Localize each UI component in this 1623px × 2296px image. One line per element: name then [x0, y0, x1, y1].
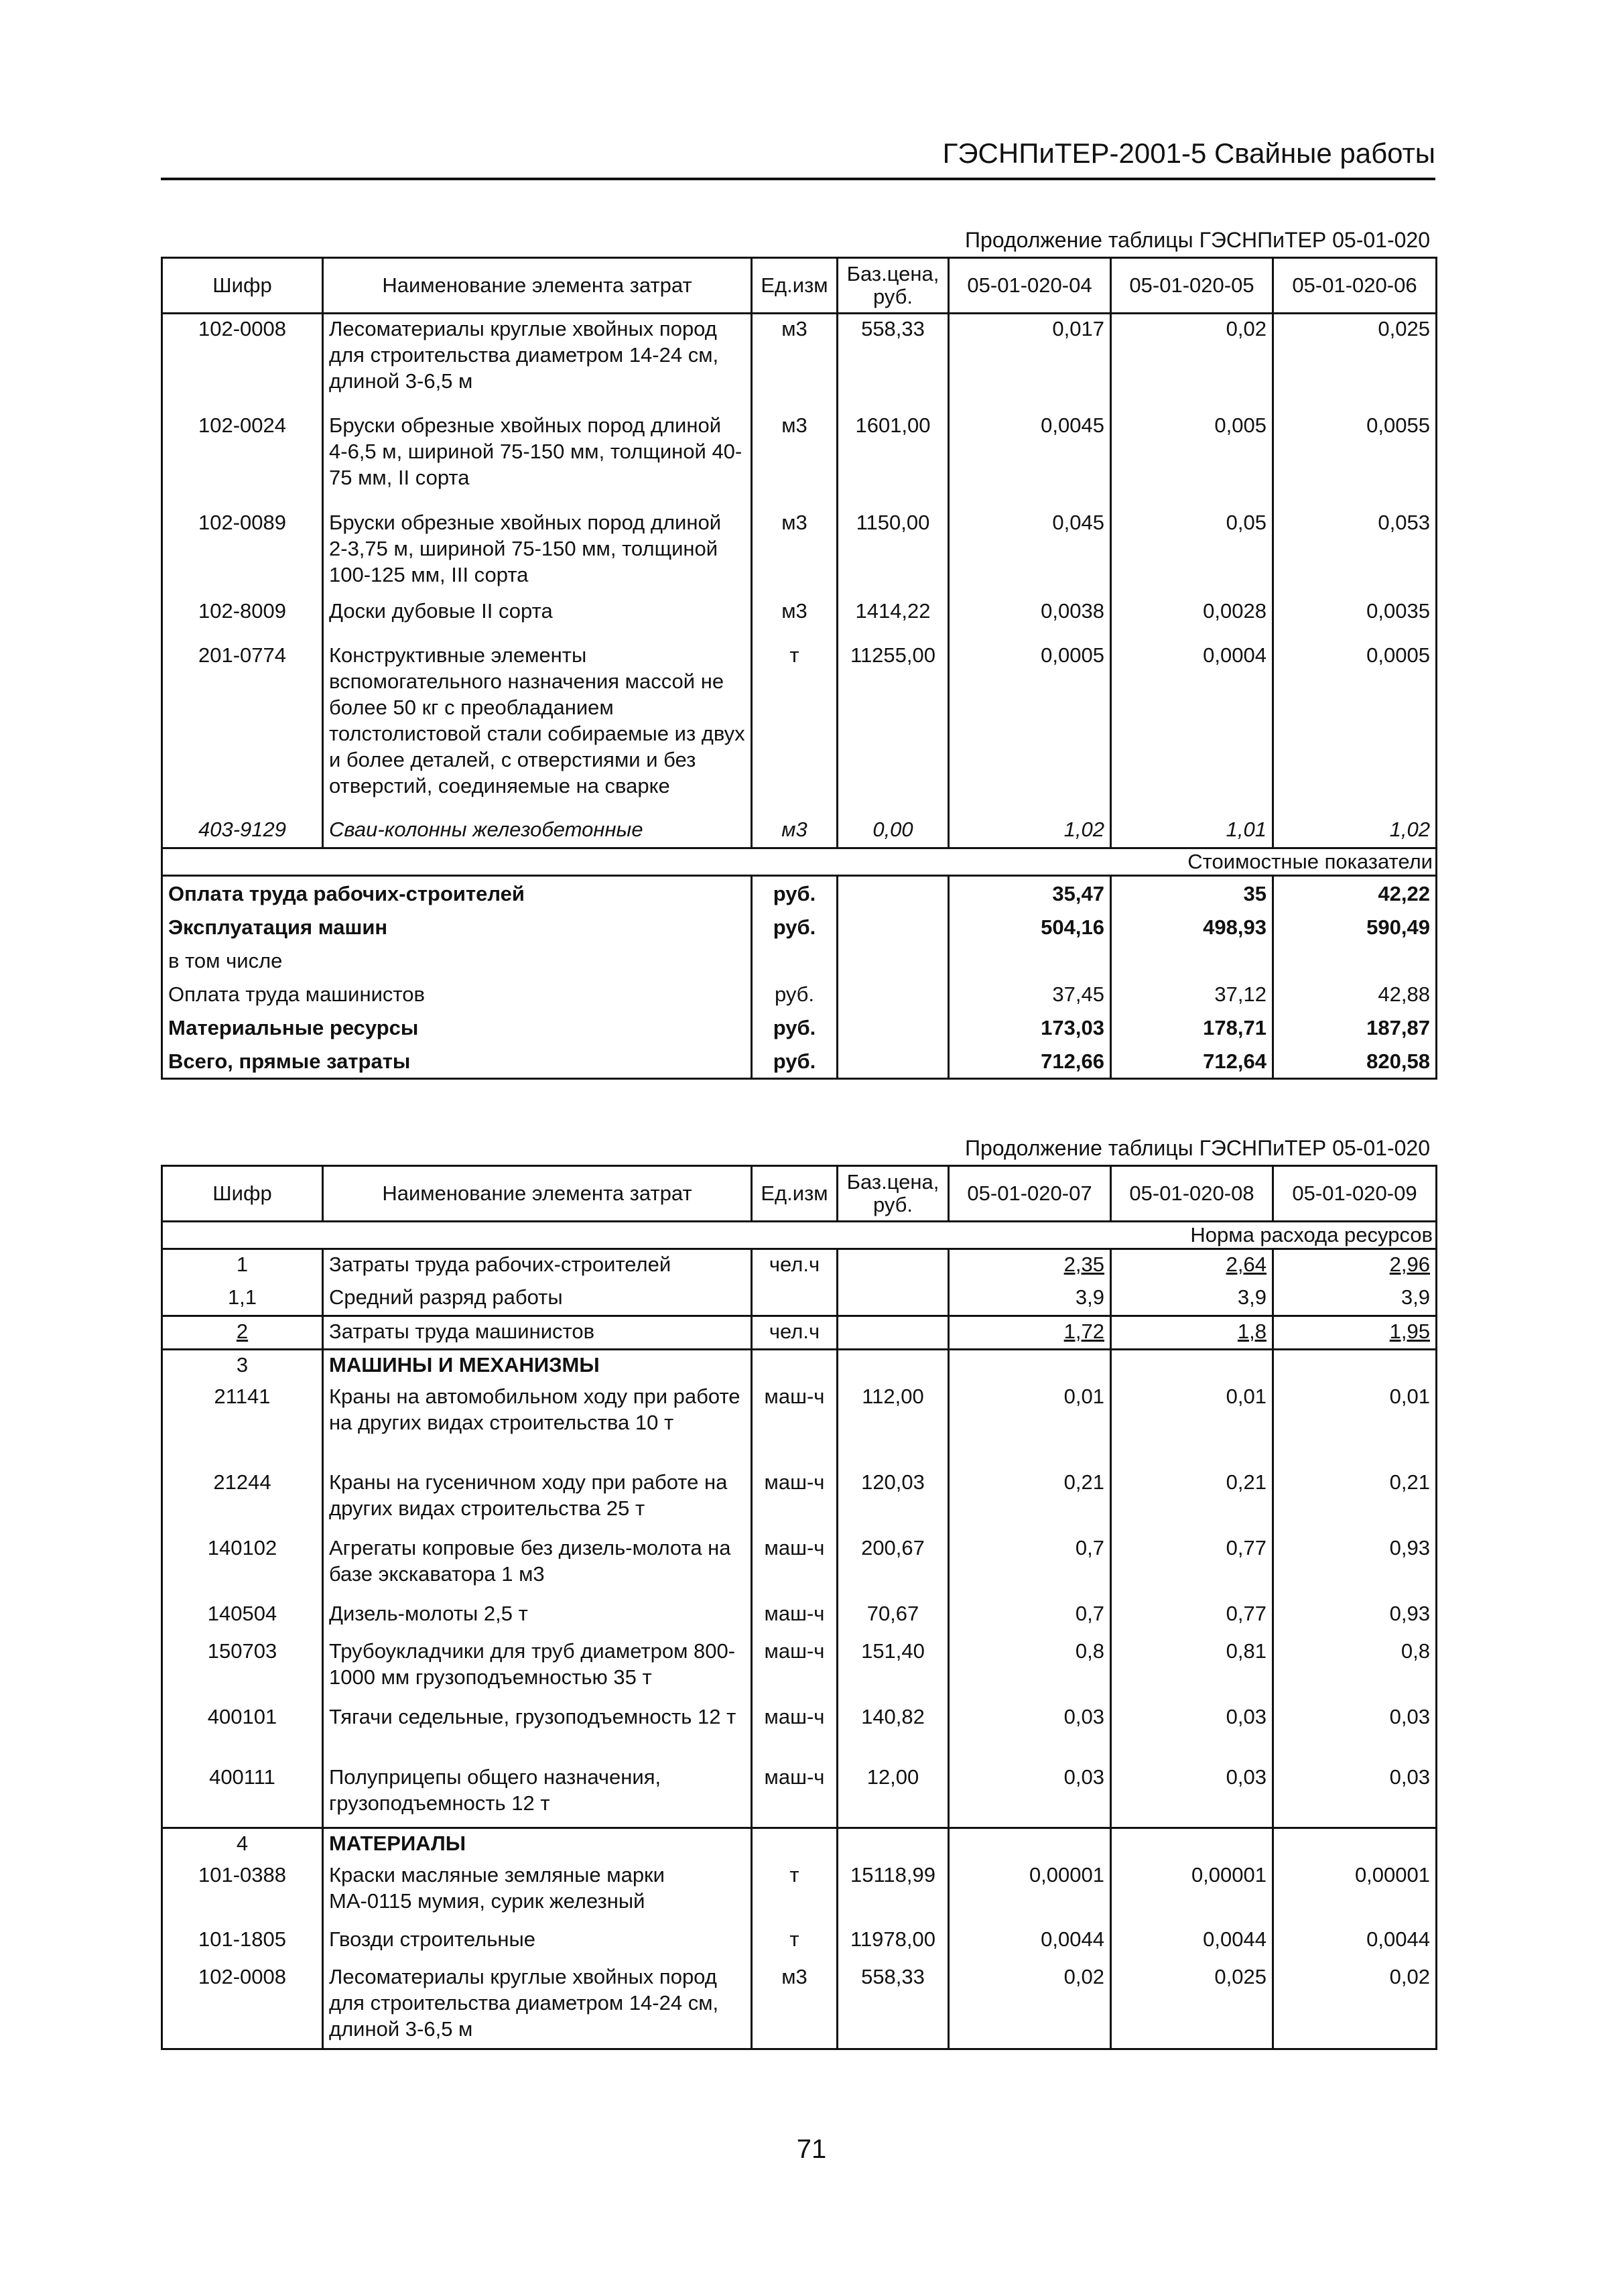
cell-v1: 0,0044 — [949, 1925, 1111, 1962]
cell-v3: 0,0035 — [1273, 596, 1437, 641]
summary-empty — [838, 977, 949, 1011]
summary-empty — [838, 910, 949, 944]
summary-label: Эксплуатация машин — [162, 910, 752, 944]
cell-v2: 0,0004 — [1111, 641, 1273, 815]
cell-v1: 0,045 — [949, 508, 1111, 596]
cell-v3: 0,053 — [1273, 508, 1437, 596]
cell-unit: м3 — [752, 508, 838, 596]
summary-label: Материальные ресурсы — [162, 1011, 752, 1044]
cell-v1: 0,8 — [949, 1637, 1111, 1702]
section-row — [162, 1350, 1437, 1382]
cell-v2: 0,0028 — [1111, 596, 1273, 641]
table-row — [162, 1468, 1437, 1533]
cell-code: 150703 — [162, 1637, 323, 1702]
table-row — [162, 1637, 1437, 1702]
summary-v1: 37,45 — [949, 977, 1111, 1011]
table-row — [162, 1249, 1437, 1283]
table1-band-row — [162, 848, 1437, 876]
table2 — [161, 1165, 1437, 2050]
summary-v1: 504,16 — [949, 910, 1111, 944]
col-header-v1: 05-01-020-04 — [949, 258, 1111, 314]
cell-price — [838, 1828, 949, 1860]
cell-price — [838, 1350, 949, 1382]
cell-code: 102-0008 — [162, 314, 323, 411]
cell-v2: 0,02 — [1111, 314, 1273, 411]
summary-row — [162, 876, 1437, 911]
cell-price — [838, 1316, 949, 1350]
summary-v1: 35,47 — [949, 876, 1111, 911]
summary-unit: руб. — [752, 977, 838, 1011]
cell-name: Краски масляные земляные марки МА-0115 мумия, сурик железный — [323, 1860, 752, 1925]
cell-v3: 0,93 — [1273, 1599, 1437, 1637]
table1-caption: Продолжение таблицы ГЭСНПиТЕР 05-01-020 — [965, 228, 1430, 252]
summary-label: Оплата труда рабочих-строителей — [162, 876, 752, 911]
summary-unit: руб. — [752, 1044, 838, 1079]
cell-unit: м3 — [752, 815, 838, 848]
cell-unit — [752, 1828, 838, 1860]
cell-v3: 0,01 — [1273, 1382, 1437, 1468]
cell-code: 400101 — [162, 1702, 323, 1763]
cell-unit: маш-ч — [752, 1702, 838, 1763]
cell-v3: 1,95 — [1273, 1316, 1437, 1350]
cell-v1: 0,7 — [949, 1533, 1111, 1599]
cell-v2: 0,03 — [1111, 1702, 1273, 1763]
summary-row — [162, 1011, 1437, 1044]
cell-v3: 0,0044 — [1273, 1925, 1437, 1962]
cell-name: Лесоматериалы круглые хвойных пород для строительства диаметром 14-24 см, длиной 3-6,5 м — [323, 1962, 752, 2049]
cell-code: 140504 — [162, 1599, 323, 1637]
summary-empty — [838, 1011, 949, 1044]
cell-unit: м3 — [752, 596, 838, 641]
cell-code: 1,1 — [162, 1283, 323, 1316]
summary-row — [162, 910, 1437, 944]
cell-v1: 2,35 — [949, 1249, 1111, 1283]
cell-unit: м3 — [752, 1962, 838, 2049]
table-row — [162, 1962, 1437, 2049]
summary-row — [162, 977, 1437, 1011]
summary-v3: 590,49 — [1273, 910, 1437, 944]
cell-v3: 0,0055 — [1273, 411, 1437, 508]
section-title: МАШИНЫ И МЕХАНИЗМЫ — [323, 1350, 752, 1382]
col-header-unit: Ед.изм — [752, 258, 838, 314]
cell-name: Краны на гусеничном ходу при работе на других видах строительства 25 т — [323, 1468, 752, 1533]
cell-v3: 3,9 — [1273, 1283, 1437, 1316]
table2-caption: Продолжение таблицы ГЭСНПиТЕР 05-01-020 — [965, 1136, 1430, 1160]
cell-name: Средний разряд работы — [323, 1283, 752, 1316]
band-resource-norms: Норма расхода ресурсов — [162, 1222, 1437, 1249]
cell-name: Полуприцепы общего назначения, грузоподъемность 12 т — [323, 1763, 752, 1828]
cell-v3: 0,21 — [1273, 1468, 1437, 1533]
cell-price: 558,33 — [838, 314, 949, 411]
cell-unit: чел.ч — [752, 1249, 838, 1283]
cell-v1: 0,00001 — [949, 1860, 1111, 1925]
cell-unit: маш-ч — [752, 1533, 838, 1599]
cell-unit — [752, 1350, 838, 1382]
table-row — [162, 1925, 1437, 1962]
cell-code: 102-8009 — [162, 596, 323, 641]
cell-v1: 0,017 — [949, 314, 1111, 411]
cell-name: Бруски обрезные хвойных пород длиной 4-6,5 м, шириной 75-150 мм, толщиной 40-75 мм, II сорта — [323, 411, 752, 508]
table-row — [162, 1283, 1437, 1316]
cell-name: Сваи-колонны железобетонные — [323, 815, 752, 848]
cell-v2 — [1111, 1828, 1273, 1860]
cell-v2: 1,8 — [1111, 1316, 1273, 1350]
cell-v2: 0,00001 — [1111, 1860, 1273, 1925]
summary-v1: 712,66 — [949, 1044, 1111, 1079]
table-row — [162, 1533, 1437, 1599]
cell-v2: 0,025 — [1111, 1962, 1273, 2049]
col-header-code: Шифр — [162, 258, 323, 314]
table2-band-row — [162, 1222, 1437, 1249]
table-row — [162, 641, 1437, 815]
cell-price: 140,82 — [838, 1702, 949, 1763]
cell-unit: маш-ч — [752, 1468, 838, 1533]
cell-code: 3 — [162, 1350, 323, 1382]
cell-unit: м3 — [752, 314, 838, 411]
cell-v1: 0,01 — [949, 1382, 1111, 1468]
section-row — [162, 1828, 1437, 1860]
cell-price: 70,67 — [838, 1599, 949, 1637]
cell-price — [838, 1249, 949, 1283]
col-header-v1: 05-01-020-07 — [949, 1166, 1111, 1222]
cell-v3: 0,03 — [1273, 1763, 1437, 1828]
col-header-v3: 05-01-020-06 — [1273, 258, 1437, 314]
page-number: 71 — [796, 2134, 827, 2164]
cell-v2: 0,81 — [1111, 1637, 1273, 1702]
summary-unit — [752, 944, 838, 977]
table-row — [162, 508, 1437, 596]
cell-v1: 1,72 — [949, 1316, 1111, 1350]
cell-unit: маш-ч — [752, 1599, 838, 1637]
cell-v2: 3,9 — [1111, 1283, 1273, 1316]
summary-v2: 498,93 — [1111, 910, 1273, 944]
cell-price: 15118,99 — [838, 1860, 949, 1925]
cell-v3: 0,02 — [1273, 1962, 1437, 2049]
summary-v2: 37,12 — [1111, 977, 1273, 1011]
col-header-unit: Ед.изм — [752, 1166, 838, 1222]
cell-code: 102-0008 — [162, 1962, 323, 2049]
cell-name: Бруски обрезные хвойных пород длиной 2-3,75 м, шириной 75-150 мм, толщиной 100-125 мм, III сорта — [323, 508, 752, 596]
cell-v1: 0,0005 — [949, 641, 1111, 815]
cell-unit: маш-ч — [752, 1637, 838, 1702]
cell-code: 21244 — [162, 1468, 323, 1533]
cell-v3 — [1273, 1828, 1437, 1860]
col-header-v2: 05-01-020-08 — [1111, 1166, 1273, 1222]
summary-v2 — [1111, 944, 1273, 977]
col-header-v2: 05-01-020-05 — [1111, 258, 1273, 314]
summary-v2: 712,64 — [1111, 1044, 1273, 1079]
table1 — [161, 257, 1437, 1080]
summary-v2: 35 — [1111, 876, 1273, 911]
cell-v3: 1,02 — [1273, 815, 1437, 848]
table-row — [162, 411, 1437, 508]
cell-name: Гвозди строительные — [323, 1925, 752, 1962]
cell-v2: 0,05 — [1111, 508, 1273, 596]
cell-price: 1601,00 — [838, 411, 949, 508]
cell-v1: 1,02 — [949, 815, 1111, 848]
summary-v3 — [1273, 944, 1437, 977]
cell-v3: 0,93 — [1273, 1533, 1437, 1599]
cell-v3: 0,03 — [1273, 1702, 1437, 1763]
summary-v3: 820,58 — [1273, 1044, 1437, 1079]
cell-v2: 0,03 — [1111, 1763, 1273, 1828]
table2-header-row — [162, 1166, 1437, 1222]
cell-price: 112,00 — [838, 1382, 949, 1468]
summary-label: Оплата труда машинистов — [162, 977, 752, 1011]
table-row — [162, 314, 1437, 411]
cell-price: 12,00 — [838, 1763, 949, 1828]
cell-unit: т — [752, 641, 838, 815]
cell-code: 102-0024 — [162, 411, 323, 508]
cell-code: 201-0774 — [162, 641, 323, 815]
table-row — [162, 1382, 1437, 1468]
cell-code: 101-0388 — [162, 1860, 323, 1925]
summary-label: в том числе — [162, 944, 752, 977]
cell-price: 558,33 — [838, 1962, 949, 2049]
summary-unit: руб. — [752, 876, 838, 911]
cell-unit — [752, 1283, 838, 1316]
summary-empty — [838, 876, 949, 911]
summary-v3: 42,22 — [1273, 876, 1437, 911]
cell-v1: 0,21 — [949, 1468, 1111, 1533]
cell-code: 403-9129 — [162, 815, 323, 848]
table-row — [162, 1702, 1437, 1763]
col-header-name: Наименование элемента затрат — [323, 1166, 752, 1222]
cell-v2: 0,21 — [1111, 1468, 1273, 1533]
cell-v1: 0,0038 — [949, 596, 1111, 641]
table-row — [162, 815, 1437, 848]
summary-v2: 178,71 — [1111, 1011, 1273, 1044]
cell-v2: 1,01 — [1111, 815, 1273, 848]
table-row — [162, 596, 1437, 641]
summary-unit: руб. — [752, 910, 838, 944]
cell-name: Доски дубовые II сорта — [323, 596, 752, 641]
col-header-code: Шифр — [162, 1166, 323, 1222]
col-header-price: Баз.цена, руб. — [838, 258, 949, 314]
cell-code: 1 — [162, 1249, 323, 1283]
cell-name: Агрегаты копровые без дизель-молота на базе экскаватора 1 м3 — [323, 1533, 752, 1599]
cell-v1 — [949, 1350, 1111, 1382]
summary-label: Всего, прямые затраты — [162, 1044, 752, 1079]
cell-code: 4 — [162, 1828, 323, 1860]
summary-v1: 173,03 — [949, 1011, 1111, 1044]
cell-v1: 0,03 — [949, 1702, 1111, 1763]
cell-price: 0,00 — [838, 815, 949, 848]
cell-v3: 0,025 — [1273, 314, 1437, 411]
summary-v3: 42,88 — [1273, 977, 1437, 1011]
cell-v1: 0,03 — [949, 1763, 1111, 1828]
summary-v1 — [949, 944, 1111, 977]
cell-v3: 2,96 — [1273, 1249, 1437, 1283]
summary-empty — [838, 944, 949, 977]
cell-unit: т — [752, 1860, 838, 1925]
cell-unit: маш-ч — [752, 1763, 838, 1828]
cell-v2 — [1111, 1350, 1273, 1382]
table-row — [162, 1599, 1437, 1637]
cell-price: 200,67 — [838, 1533, 949, 1599]
cell-v1: 0,0045 — [949, 411, 1111, 508]
cell-v2: 0,005 — [1111, 411, 1273, 508]
cell-price: 1150,00 — [838, 508, 949, 596]
cell-name: Затраты труда машинистов — [323, 1316, 752, 1350]
cell-v3: 0,00001 — [1273, 1860, 1437, 1925]
cell-v2: 0,0044 — [1111, 1925, 1273, 1962]
cell-v3: 0,0005 — [1273, 641, 1437, 815]
cell-code: 2 — [162, 1316, 323, 1350]
cell-name: Тягачи седельные, грузоподъемность 12 т — [323, 1702, 752, 1763]
cell-v2: 0,01 — [1111, 1382, 1273, 1468]
cell-v2: 0,77 — [1111, 1599, 1273, 1637]
col-header-v3: 05-01-020-09 — [1273, 1166, 1437, 1222]
cell-v1: 3,9 — [949, 1283, 1111, 1316]
cell-unit: чел.ч — [752, 1316, 838, 1350]
cell-price: 1414,22 — [838, 596, 949, 641]
band-cost-indicators: Стоимостные показатели — [162, 848, 1437, 876]
cell-v2: 0,77 — [1111, 1533, 1273, 1599]
section-title: МАТЕРИАЛЫ — [323, 1828, 752, 1860]
col-header-price: Баз.цена, руб. — [838, 1166, 949, 1222]
cell-code: 101-1805 — [162, 1925, 323, 1962]
cell-price: 120,03 — [838, 1468, 949, 1533]
cell-unit: маш-ч — [752, 1382, 838, 1468]
cell-name: Конструктивные элементы вспомогательного назначения массой не более 50 кг с преобладанием толстолистовой стали собираемые из двух и более деталей, с отверстиями и без отверстий, соединяемые на сварке — [323, 641, 752, 815]
cell-unit: м3 — [752, 411, 838, 508]
cell-v3 — [1273, 1350, 1437, 1382]
cell-price: 11255,00 — [838, 641, 949, 815]
cell-price: 151,40 — [838, 1637, 949, 1702]
cell-price — [838, 1283, 949, 1316]
cell-code: 21141 — [162, 1382, 323, 1468]
col-header-name: Наименование элемента затрат — [323, 258, 752, 314]
cell-code: 140102 — [162, 1533, 323, 1599]
summary-row — [162, 1044, 1437, 1079]
cell-v3: 0,8 — [1273, 1637, 1437, 1702]
cell-v1 — [949, 1828, 1111, 1860]
cell-unit: т — [752, 1925, 838, 1962]
cell-name: Лесоматериалы круглые хвойных пород для строительства диаметром 14-24 см, длиной 3-6,5 м — [323, 314, 752, 411]
summary-row — [162, 944, 1437, 977]
running-header: ГЭСНПиТЕР-2001-5 Свайные работы — [942, 137, 1435, 169]
cell-name: Дизель-молоты 2,5 т — [323, 1599, 752, 1637]
cell-v2: 2,64 — [1111, 1249, 1273, 1283]
table1-header-row — [162, 258, 1437, 314]
header-rule — [161, 178, 1435, 180]
summary-v3: 187,87 — [1273, 1011, 1437, 1044]
table-row — [162, 1316, 1437, 1350]
cell-code: 400111 — [162, 1763, 323, 1828]
table-row — [162, 1860, 1437, 1925]
summary-unit: руб. — [752, 1011, 838, 1044]
cell-name: Трубоукладчики для труб диаметром 800-1000 мм грузоподъемностью 35 т — [323, 1637, 752, 1702]
cell-code: 102-0089 — [162, 508, 323, 596]
cell-v1: 0,02 — [949, 1962, 1111, 2049]
summary-empty — [838, 1044, 949, 1079]
cell-price: 11978,00 — [838, 1925, 949, 1962]
cell-name: Краны на автомобильном ходу при работе на других видах строительства 10 т — [323, 1382, 752, 1468]
cell-v1: 0,7 — [949, 1599, 1111, 1637]
table-row — [162, 1763, 1437, 1828]
cell-name: Затраты труда рабочих-строителей — [323, 1249, 752, 1283]
